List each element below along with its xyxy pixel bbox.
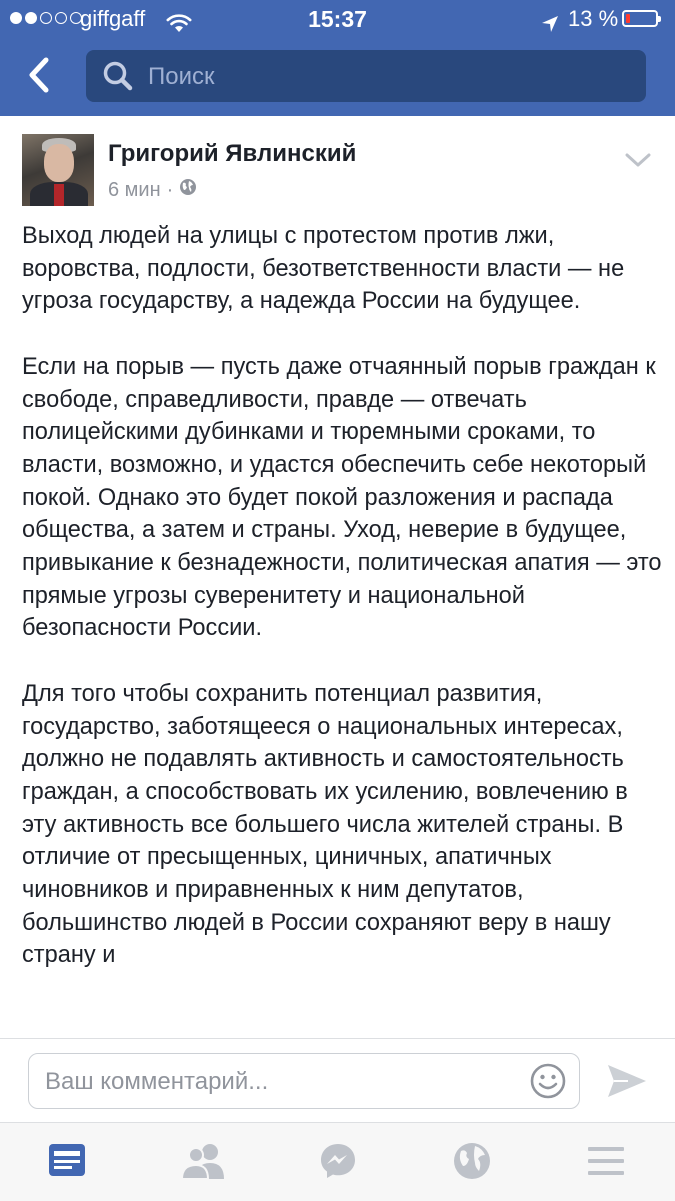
comment-field[interactable] [28, 1053, 580, 1109]
back-button[interactable] [18, 52, 62, 98]
tab-notifications[interactable] [452, 1141, 496, 1181]
comment-input[interactable] [43, 1054, 517, 1109]
menu-icon [586, 1141, 626, 1181]
tab-friends[interactable] [180, 1141, 224, 1181]
globe-icon [452, 1141, 492, 1181]
chevron-left-icon [18, 52, 62, 98]
location-arrow-icon [540, 8, 560, 46]
search-bar[interactable] [86, 50, 646, 102]
post-paragraph: Выход людей на улицы с протестом против лжи, воровства, подлости, безответственности власти — не угроза государству, а надежда России на будущее. [22, 223, 625, 315]
app-header [0, 0, 675, 116]
author-avatar[interactable] [22, 134, 94, 206]
send-icon[interactable] [606, 1063, 648, 1104]
author-name[interactable]: Григорий Явлинский [108, 140, 357, 167]
battery-percentage: 13 % [568, 6, 619, 31]
messenger-icon [318, 1141, 358, 1181]
search-icon [102, 60, 134, 97]
search-input[interactable] [146, 50, 630, 104]
clock: 15:37 [308, 6, 367, 32]
comment-composer [0, 1038, 675, 1123]
emoji-icon[interactable] [529, 1062, 567, 1105]
post-timestamp[interactable]: 6 мин [108, 178, 161, 201]
carrier-name: giffgaff [80, 6, 146, 31]
tab-bar [0, 1122, 675, 1201]
tab-news-feed[interactable] [46, 1141, 90, 1181]
post-text [22, 220, 662, 1005]
friends-icon [180, 1141, 228, 1181]
tab-menu[interactable] [586, 1141, 630, 1181]
meta-separator: · [166, 178, 174, 201]
tab-messenger[interactable] [318, 1141, 362, 1181]
public-globe-icon [179, 178, 197, 202]
news-feed-icon [46, 1141, 90, 1181]
status-bar [0, 0, 675, 38]
battery-icon [622, 10, 658, 27]
post-paragraph: Для того чтобы сохранить потенциал развития, государство, заботящееся о национальных интересах, должно не подавлять активность и самостоятельность граждан, а способствовать их усилению, вовлечению в эту активность все большего числа жителей страны. В отличие от пресыщенных, циничных, апатичных чиновников и приравненных к ним депутатов, большинство людей в России сохраняют веру в нашу страну и [22, 680, 628, 969]
post-header [0, 116, 675, 206]
post-meta [108, 178, 197, 202]
post-paragraph: Если на порыв — пусть даже отчаянный порыв граждан к свободе, справедливости, правде — отвечать полицейскими дубинками и тюремными сроками, то власти, возможно, и удастся обеспечить себе некоторый покой. Однако это будет покой разложения и распада общества, а затем и страны. Уход, неверие в будущее, привыкание к безнадежности, политическая апатия — это прямые угрозы суверенитету и национальной безопасности России. [22, 353, 662, 642]
post-options-chevron-down-icon[interactable] [624, 150, 652, 175]
